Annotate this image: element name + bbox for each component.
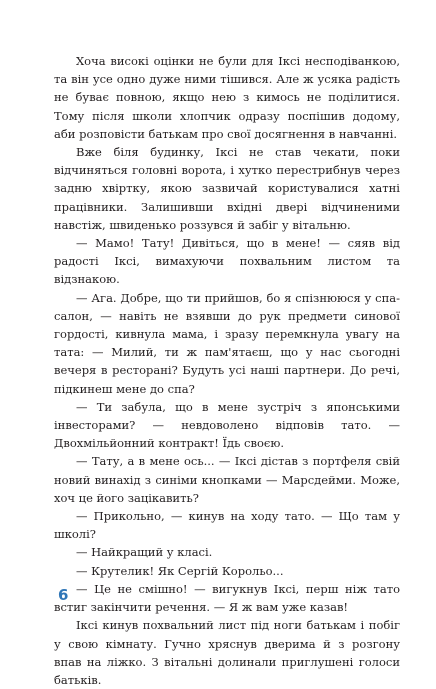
paragraph: Вже біля будинку, Іксі не став чекати, поки відчиняться головні ворота, і хутко перестрибнув через задню хвіртку, якою зазвичай користувалися хатні працівники. Залишивши вхідні двері відчиненими навстіж, швиденько роззувся й забіг у вітальню. (54, 145, 400, 232)
paragraph: — Найкращий у класі. (76, 545, 213, 560)
paragraph: — Крутелик! Як Сергій Корольо... (76, 563, 284, 578)
page-number: 6 (58, 586, 69, 604)
paragraph: — Тату, а в мене ось... — Іксі дістав з портфеля свій новий винахід з синіми кнопками — Марсдейми. Може, хоч це його зацікавить? (54, 454, 400, 505)
body-text (54, 52, 400, 689)
paragraph: — Прикольно, — кинув на ходу тато. — Що там у школі? (54, 509, 400, 542)
paragraph: Іксі кинув похвальний лист під ноги батькам і побіг у свою кімнату. Гучно хряснув дверима й з розгону впав на ліжко. З вітальні долинали приглушені голоси батьків. (54, 618, 400, 687)
paragraph: — Це не смішно! — вигукнув Іксі, перш ніж тато встиг закінчити речення. — Я ж вам уже казав! (54, 581, 400, 615)
paragraph: — Мамо! Тату! Дивіться, що в мене! — сяяв від радості Іксі, вимахуючи похвальним листом та відзнакою. (54, 236, 400, 287)
paragraph: — Ага. Добре, що ти прийшов, бо я спізнююся у спа-салон, — навіть не взявши до рук предмети синової гордості, кивнула мама, і зразу перемкнула увагу на тата: — Милий, ти ж пам'ятаєш, що у нас сьогодні вечеря в ресторані? Будуть усі наші партнери. До речі, підкинеш мене до спа? (54, 290, 400, 396)
paragraph: — Ти забула, що в мене зустріч з японськими інвесторами? — невдоволено відповів тато. — Двохмільйонний контракт! Їдь своєю. (54, 399, 400, 451)
paragraph: Хоча високі оцінки не були для Іксі несподіванкою, та він усе одно дуже ними тішився. Але ж усяка радість не буває повною, якщо нею з кимось не поділитися. Тому після школи хлопчик одразу поспішив додому, аби розповісти батькам про свої досягнення в навчанні. (54, 54, 400, 141)
